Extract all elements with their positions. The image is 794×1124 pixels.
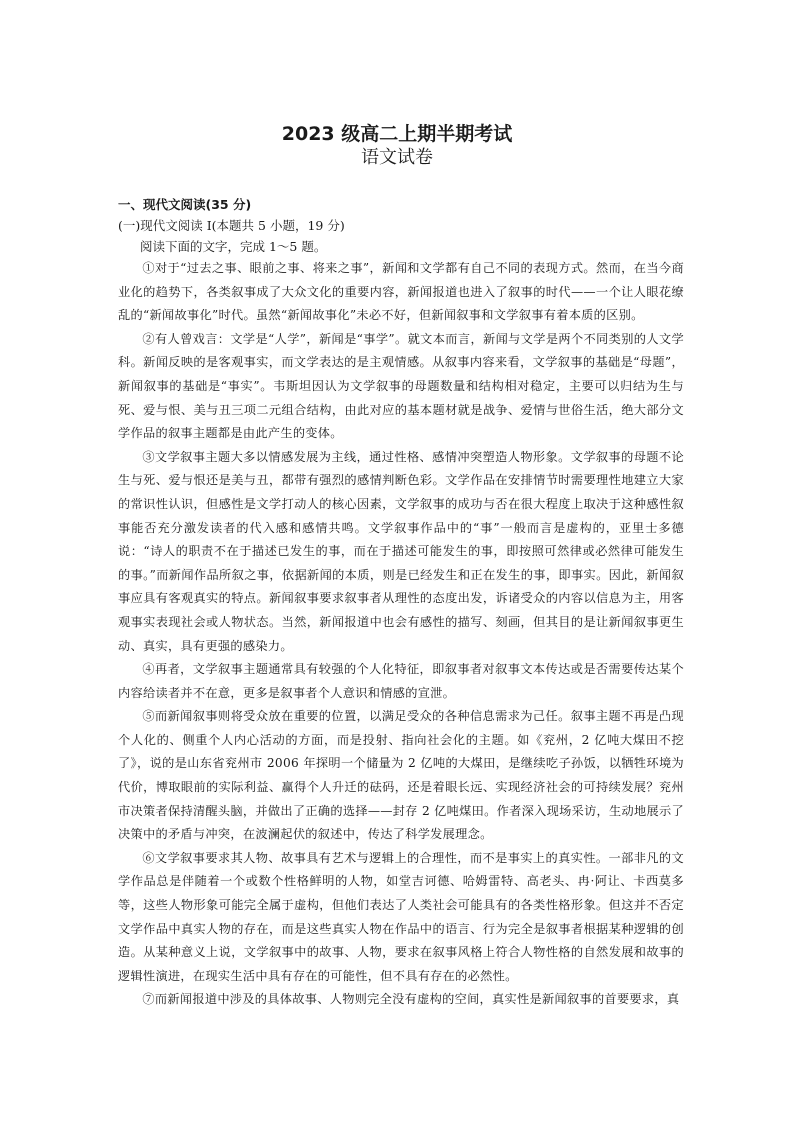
reading-instruction: 阅读下面的文字，完成 1～5 题。: [140, 239, 327, 254]
passage-paragraph: ⑥文学叙事要求其人物、故事具有艺术与逻辑上的合理性，而不是事实上的真实性。一部非凡的文学作品总是伴随着一个或数个性格鲜明的人物，如堂吉诃德、哈姆雷特、高老头、冉·阿让、卡西莫多等，这些人物形象可能完全属于虚构，但他们表达了人类社会可能具有的各类性格形象。但这并不否定文学作品中真实人物的存在，而是这些真实人物在作品中的语言、行为完全是叙事者根据某种逻辑的创造。从某种意义上说，文学叙事中的故事、人物，要求在叙事风格上符合人物性格的自然发展和故事的逻辑性演进，在现实生活中具有存在的可能性，但不具有存在的必然性。: [118, 850, 684, 983]
passage-paragraph: ③文学叙事主题大多以情感发展为主线，通过性格、感情冲突塑造人物形象。文学叙事的母题不论生与死、爱与恨还是美与丑，都带有强烈的感情判断色彩。文学作品在安排情节时需要理性地建立大家的常识性认识，但感性是文学打动人的核心因素，文学叙事的成功与否在很大程度上取决于这种感性叙事能否充分激发读者的代入感和感情共鸣。文学叙事作品中的“事”一般而言是虚构的，亚里士多德说：“诗人的职责不在于描述已发生的事，而在于描述可能发生的事，即按照可然律或必然律可能发生的事。”而新闻作品所叙之事，依据新闻的本质，则是已经发生和正在发生的事，即事实。因此，新闻叙事应具有客观真实的特点。新闻叙事要求叙事者从理性的态度出发，诉诸受众的内容以信息为主，用客观事实表现社会或人物状态。当然，新闻报道中也会有感性的描写、刻画，但其目的是让新闻叙事更生动、真实，具有更强的感染力。: [118, 449, 684, 653]
passage-paragraph: ⑦而新闻报道中涉及的具体故事、人物则完全没有虚构的空间，真实性是新闻叙事的首要要求，真: [142, 992, 680, 1007]
section-heading: 一、现代文阅读(35 分): [118, 197, 252, 212]
exam-title: 2023 级高二上期半期考试: [281, 123, 513, 145]
passage-paragraph: ④再者，文学叙事主题通常具有较强的个人化特征，即叙事者对叙事文本传达或是否需要传达某个内容给读者并不在意，更多是叙事者个人意识和情感的宣泄。: [118, 662, 684, 700]
exam-subtitle: 语文试卷: [361, 147, 433, 168]
passage-paragraph: ⑤而新闻叙事则将受众放在重要的位置，以满足受众的各种信息需求为己任。叙事主题不再是凸现个人化的、侧重个人内心活动的方面，而是投射、指向社会化的主题。如《兖州，2 亿吨大煤田不挖了》，说的是山东省兖州市 2006 年探明一个储量为 2 亿吨的大煤田，是继续吃子孙饭，以牺牲环境为代价，博取眼前的实际利益、赢得个人升迁的砝码，还是着眼长远、实现经济社会的可持续发展？兖州市决策者保持清醒头脑，并做出了正确的选择——封存 2 亿吨煤田。作者深入现场采访，生动地展示了决策中的矛盾与冲突，在波澜起伏的叙述中，传达了科学发展理念。: [118, 709, 684, 842]
passage-paragraph: ①对于“过去之事、眼前之事、将来之事”，新闻和文学都有自己不同的表现方式。然而，在当今商业化的趋势下，各类叙事成了大众文化的重要内容，新闻报道也进入了叙事的时代——一个让人眼花缭乱的“新闻故事化”时代。虽然“新闻故事化”未必不好，但新闻叙事和文学叙事有着本质的区别。: [118, 261, 684, 323]
passage-paragraph: ②有人曾戏言：文学是“人学”，新闻是“事学”。就文本而言，新闻与文学是两个不同类别的人文学科。新闻反映的是客观事实，而文学表达的是主观情感。从叙事内容来看，文学叙事的基础是“母题”，新闻叙事的基础是“事实”。韦斯坦因认为文学叙事的母题数量和结构相对稳定，主要可以归结为生与死、爱与恨、美与丑三项二元组合结构，由此对应的基本题材就是战争、爱情与世俗生活，绝大部分文学作品的叙事主题都是由此产生的变体。: [118, 331, 684, 441]
reading-passage: [118, 257, 684, 1012]
sub-section-heading: (一)现代文阅读 I(本题共 5 小题，19 分): [118, 218, 345, 233]
